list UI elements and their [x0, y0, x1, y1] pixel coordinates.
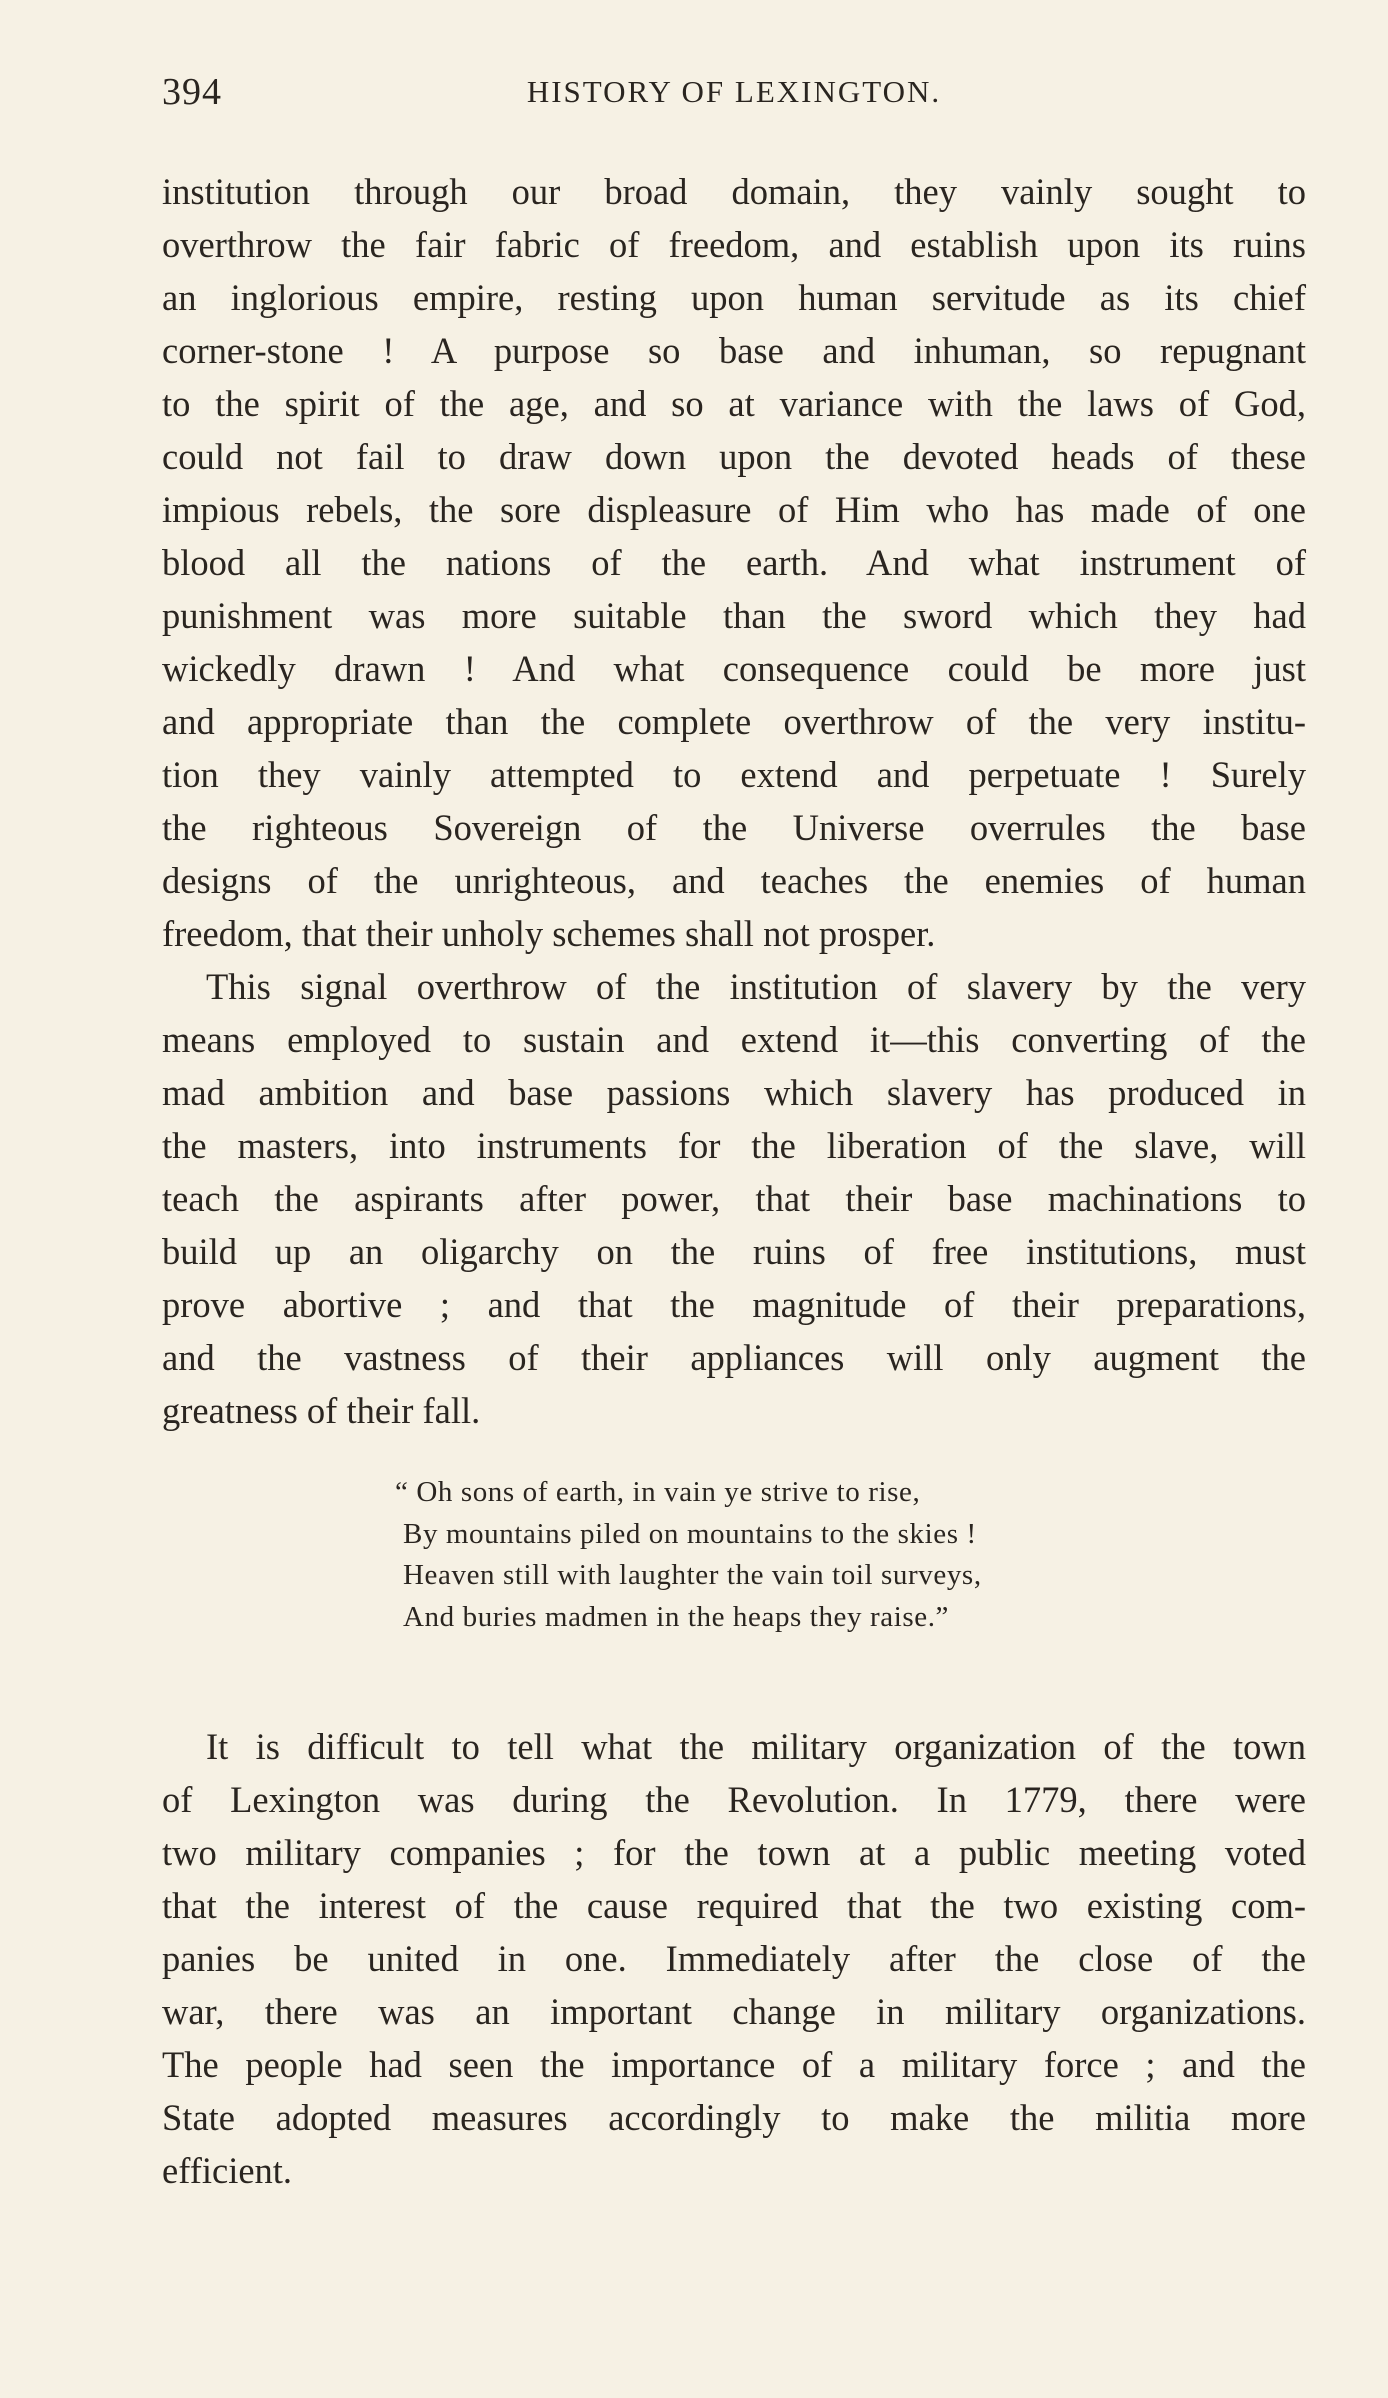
- text-line: could not fail to draw down upon the devoted heads of these: [162, 436, 1306, 477]
- text-line: to the spirit of the age, and so at variance with the laws of God,: [162, 383, 1306, 424]
- paragraph-military: [162, 1720, 1306, 2197]
- text-line: institution through our broad domain, they vainly sought to: [162, 171, 1306, 212]
- text-line: mad ambition and base passions which slavery has produced in: [162, 1072, 1306, 1113]
- text-line: This signal overthrow of the institution of slavery by the very: [206, 966, 1306, 1007]
- text-line: impious rebels, the sore displeasure of Him who has made of one: [162, 489, 1306, 530]
- page-number: 394: [162, 71, 222, 113]
- text-line: that the interest of the cause required that the two existing com-: [162, 1885, 1306, 1926]
- text-line: and the vastness of their appliances will only augment the: [162, 1337, 1306, 1378]
- text-line: punishment was more suitable than the sword which they had: [162, 595, 1306, 636]
- text-line: teach the aspirants after power, that their base machinations to: [162, 1178, 1306, 1219]
- poem-line: By mountains piled on mountains to the skies !: [403, 1517, 977, 1550]
- paragraph-continued: [162, 165, 1306, 960]
- text-line: It is difficult to tell what the military organization of the town: [206, 1726, 1306, 1767]
- text-line: war, there was an important change in military organizations.: [162, 1991, 1306, 2032]
- running-head: HISTORY OF LEXINGTON.: [526, 74, 942, 109]
- text-line: of Lexington was during the Revolution. In 1779, there were: [162, 1779, 1306, 1820]
- text-line: wickedly drawn ! And what consequence could be more just: [162, 648, 1306, 689]
- paragraph-slavery: [162, 960, 1306, 1437]
- text-line: greatness of their fall.: [162, 1390, 481, 1431]
- text-line: prove abortive ; and that the magnitude of their preparations,: [162, 1284, 1306, 1325]
- text-line: The people had seen the importance of a military force ; and the: [162, 2044, 1306, 2085]
- text-line: tion they vainly attempted to extend and perpetuate ! Surely: [162, 754, 1306, 795]
- text-line: panies be united in one. Immediately after the close of the: [162, 1938, 1306, 1979]
- main-text: [162, 165, 1306, 1437]
- text-line: and appropriate than the complete overthrow of the very institu-: [162, 701, 1306, 742]
- poem-line: And buries madmen in the heaps they raise.”: [403, 1600, 950, 1633]
- poem-line: Heaven still with laughter the vain toil surveys,: [403, 1559, 982, 1591]
- text-line: means employed to sustain and extend it—this converting of the: [162, 1019, 1306, 1060]
- text-line: freedom, that their unholy schemes shall not prosper.: [162, 913, 936, 954]
- text-line: efficient.: [162, 2150, 293, 2191]
- text-line: blood all the nations of the earth. And what instrument of: [162, 542, 1306, 583]
- text-line: build up an oligarchy on the ruins of free institutions, must: [162, 1231, 1306, 1272]
- text-line: State adopted measures accordingly to make the militia more: [162, 2097, 1306, 2138]
- text-line: an inglorious empire, resting upon human servitude as its chief: [162, 277, 1306, 318]
- poem-quotation: [395, 1472, 1155, 1638]
- text-line: the righteous Sovereign of the Universe overrules the base: [162, 807, 1306, 848]
- poem-line: “ Oh sons of earth, in vain ye strive to rise,: [395, 1476, 921, 1508]
- text-line: the masters, into instruments for the liberation of the slave, will: [162, 1125, 1306, 1166]
- text-line: two military companies ; for the town at a public meeting voted: [162, 1832, 1306, 1873]
- text-line: overthrow the fair fabric of freedom, and establish upon its ruins: [162, 224, 1306, 265]
- text-line: designs of the unrighteous, and teaches the enemies of human: [162, 860, 1306, 901]
- page-header: [162, 70, 1306, 120]
- text-line: corner-stone ! A purpose so base and inhuman, so repugnant: [162, 330, 1306, 371]
